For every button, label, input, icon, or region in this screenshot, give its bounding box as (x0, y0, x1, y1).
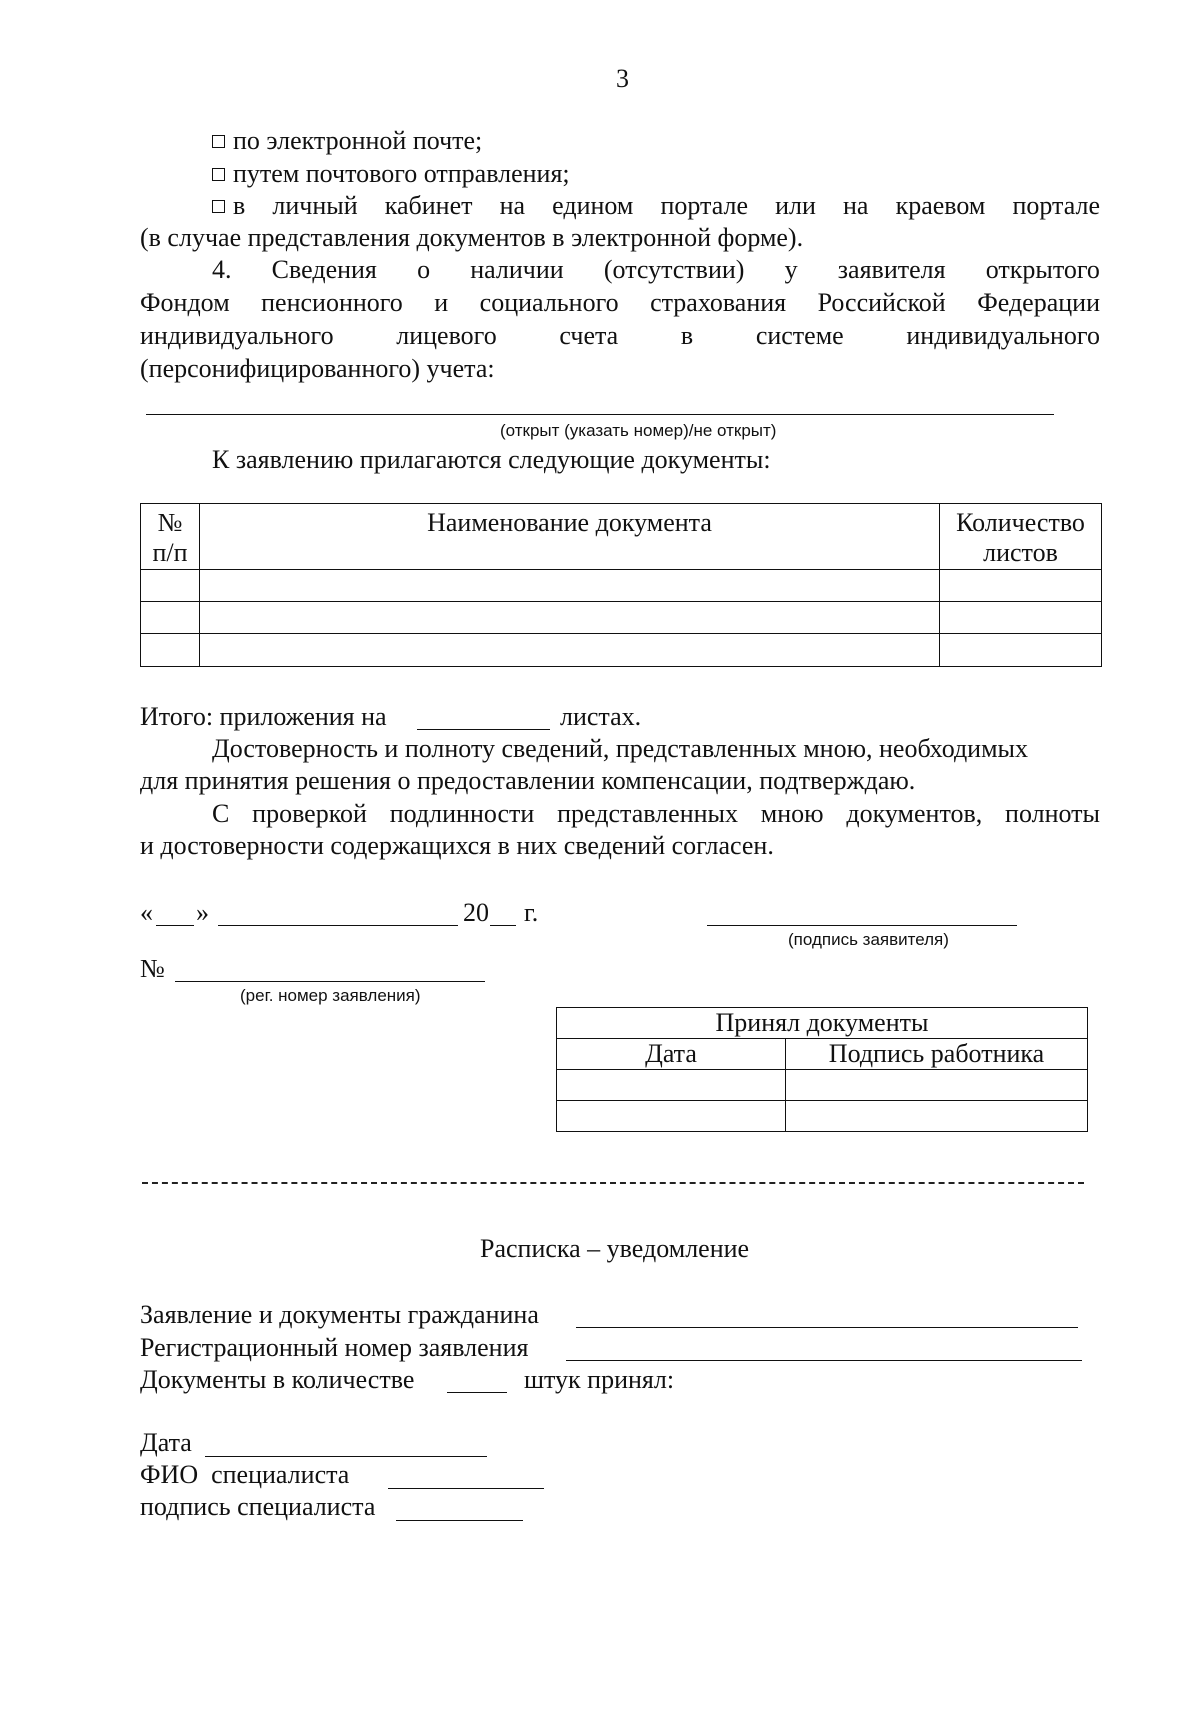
signature-caption: (подпись заявителя) (788, 930, 949, 949)
accepted-table (556, 1007, 1088, 1132)
receipt-fio-label: ФИО специалиста (140, 1460, 350, 1489)
item4-word: (отсутствии) (603, 255, 745, 284)
item4-line2: Фондом пенсионного и социального страхования Российской Федерации (140, 288, 1100, 317)
documents-count-line[interactable] (447, 1392, 507, 1393)
receipt-date-line[interactable] (205, 1456, 487, 1457)
checkbox-icon (212, 200, 225, 213)
date-year-prefix: 20 (463, 898, 489, 927)
date-year-line[interactable] (490, 925, 516, 926)
receipt-line1-label: Заявление и документы гражданина (140, 1300, 539, 1329)
receipt-sign-line[interactable] (396, 1520, 523, 1521)
signature-line[interactable] (707, 925, 1017, 926)
delivery-option-label: в личный кабинет на едином портале или на краевом портале (233, 191, 1100, 220)
receipt-line2-label: Регистрационный номер заявления (140, 1333, 529, 1362)
cut-line (142, 1182, 1084, 1184)
confirm1-line2: для принятия решения о предоставлении компенсации, подтверждаю. (140, 766, 916, 795)
header-quantity-line1: Количество (956, 508, 1085, 537)
table-row (141, 634, 1102, 667)
item4-word: индивидуального (140, 321, 334, 350)
table-cell[interactable] (786, 1101, 1088, 1132)
table-cell[interactable] (141, 570, 200, 602)
checkbox-icon (212, 168, 225, 181)
delivery-option-portal (212, 191, 1100, 221)
reg-number-caption: (рег. номер заявления) (240, 986, 421, 1005)
total-sheets-line[interactable] (417, 729, 550, 730)
table-cell[interactable] (200, 634, 940, 667)
table-cell[interactable] (940, 634, 1102, 667)
accepted-title: Принял документы (557, 1008, 1088, 1039)
account-number-line[interactable] (146, 414, 1054, 415)
total-suffix: листах. (560, 702, 642, 731)
item4-word: о (417, 255, 431, 284)
receipt-line3-prefix: Документы в количестве (140, 1365, 415, 1394)
confirm1-line1: Достоверность и полноту сведений, представленных мною, необходимых (212, 734, 1029, 763)
delivery-option-label: путем почтового отправления; (233, 159, 570, 188)
table-row (557, 1101, 1088, 1132)
accepted-header-date: Дата (557, 1039, 786, 1070)
page-number: 3 (616, 64, 629, 93)
receipt-line3-suffix: штук принял: (524, 1365, 675, 1394)
attachments-intro: К заявлению прилагаются следующие документы: (212, 445, 771, 474)
header-number (141, 504, 200, 570)
date-day-line[interactable] (156, 925, 194, 926)
table-cell[interactable] (557, 1101, 786, 1132)
table-row (141, 602, 1102, 634)
item4-word: в (680, 321, 694, 350)
documents-table (140, 503, 1102, 667)
date-year-suffix: г. (524, 898, 539, 927)
citizen-name-line[interactable] (576, 1327, 1078, 1328)
item4-word: системе (755, 321, 844, 350)
item4-word: 4. (212, 255, 232, 284)
header-quantity (940, 504, 1102, 570)
table-cell[interactable] (200, 570, 940, 602)
item4-line1 (212, 255, 1100, 285)
table-row (557, 1070, 1088, 1101)
item4-line4: (персонифицированного) учета: (140, 354, 495, 383)
item4-word: счета (559, 321, 619, 350)
accepted-header-signature: Подпись работника (786, 1039, 1088, 1070)
reg-number-line[interactable] (175, 981, 485, 982)
table-cell[interactable] (557, 1070, 786, 1101)
item4-word: Сведения (271, 255, 377, 284)
delivery-option-email (212, 126, 482, 156)
item4-word: индивидуального (906, 321, 1100, 350)
confirm2-line1: С проверкой подлинности представленных мною документов, полноты (212, 799, 1100, 828)
date-month-line[interactable] (218, 925, 458, 926)
accepted-title-row (557, 1008, 1088, 1039)
table-cell[interactable] (200, 602, 940, 634)
accepted-header-row (557, 1039, 1088, 1070)
checkbox-icon (212, 135, 225, 148)
reg-number-label: № (140, 954, 165, 983)
table-cell[interactable] (940, 602, 1102, 634)
receipt-fio-line[interactable] (388, 1488, 544, 1489)
delivery-option-post (212, 159, 570, 189)
registration-number-line[interactable] (566, 1360, 1082, 1361)
account-caption: (открыт (указать номер)/не открыт) (500, 421, 777, 440)
item4-word: заявителя (837, 255, 946, 284)
confirm2-line2: и достоверности содержащихся в них сведений согласен. (140, 831, 774, 860)
receipt-date-label: Дата (140, 1428, 192, 1457)
item4-word: лицевого (396, 321, 497, 350)
table-cell[interactable] (786, 1070, 1088, 1101)
delivery-option-label: по электронной почте; (233, 126, 483, 155)
item4-line3 (140, 321, 1100, 351)
header-number-line2: п/п (152, 538, 188, 567)
header-name (200, 504, 940, 570)
item4-word: наличии (470, 255, 564, 284)
receipt-sign-label: подпись специалиста (140, 1492, 376, 1521)
delivery-note: (в случае представления документов в электронной форме). (140, 223, 804, 252)
header-quantity-line2: листов (983, 538, 1058, 567)
table-row (141, 570, 1102, 602)
date-close-quote: » (196, 898, 209, 927)
item4-word: у (784, 255, 798, 284)
total-prefix: Итого: приложения на (140, 702, 387, 731)
table-cell[interactable] (141, 634, 200, 667)
table-cell[interactable] (940, 570, 1102, 602)
receipt-title: Расписка – уведомление (480, 1234, 750, 1263)
table-cell[interactable] (141, 602, 200, 634)
header-number-line1: № (157, 508, 183, 537)
header-name-text: Наименование документа (427, 508, 712, 537)
table-header-row (141, 504, 1102, 570)
date-open-quote: « (140, 898, 153, 927)
item4-word: открытого (985, 255, 1100, 284)
